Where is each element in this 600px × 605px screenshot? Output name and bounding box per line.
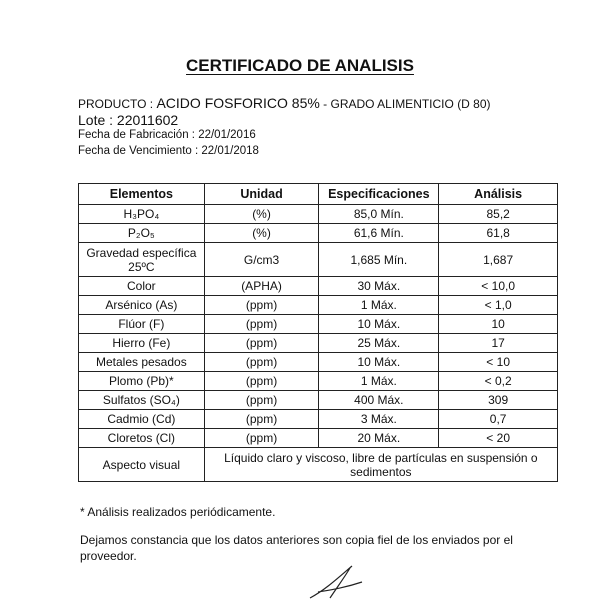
producto-label: PRODUCTO : bbox=[78, 97, 154, 111]
cell-spec: 1,685 Mín. bbox=[319, 243, 439, 277]
producto-line bbox=[78, 95, 491, 111]
header-elementos: Elementos bbox=[79, 184, 205, 205]
cell-unidad: (ppm) bbox=[204, 372, 319, 391]
fabricacion-line bbox=[78, 129, 256, 141]
header-unidad: Unidad bbox=[204, 184, 319, 205]
table-row bbox=[79, 391, 558, 410]
footnote: * Análisis realizados periódicamente. bbox=[80, 505, 276, 519]
table-row bbox=[79, 296, 558, 315]
producto-suffix: - GRADO ALIMENTICIO (D 80) bbox=[323, 97, 491, 111]
table-row bbox=[79, 315, 558, 334]
cell-unidad: (ppm) bbox=[204, 334, 319, 353]
fabricacion-value: 22/01/2016 bbox=[198, 129, 256, 141]
table-row bbox=[79, 243, 558, 277]
vencimiento-line bbox=[78, 145, 259, 157]
cell-spec: 1 Máx. bbox=[319, 296, 439, 315]
cell-unidad: (ppm) bbox=[204, 429, 319, 448]
producto-name: ACIDO FOSFORICO 85% bbox=[156, 95, 320, 111]
cell-elemento: Metales pesados bbox=[79, 353, 205, 372]
table-row bbox=[79, 334, 558, 353]
table-header-row bbox=[79, 184, 558, 205]
cell-spec: 10 Máx. bbox=[319, 315, 439, 334]
cell-elemento: P₂O₅ bbox=[79, 224, 205, 243]
cell-elemento: Cloretos (Cl) bbox=[79, 429, 205, 448]
cell-unidad: (ppm) bbox=[204, 315, 319, 334]
cell-spec: 25 Máx. bbox=[319, 334, 439, 353]
cell-elemento: Cadmio (Cd) bbox=[79, 410, 205, 429]
vencimiento-value: 22/01/2018 bbox=[201, 145, 259, 157]
table-row bbox=[79, 205, 558, 224]
header-especificaciones: Especificaciones bbox=[319, 184, 439, 205]
cell-elemento: Sulfatos (SO₄) bbox=[79, 391, 205, 410]
cell-elemento: Gravedad específica 25ºC bbox=[79, 243, 205, 277]
cell-analisis: 0,7 bbox=[439, 410, 558, 429]
cell-spec: 30 Máx. bbox=[319, 277, 439, 296]
cell-analisis: 17 bbox=[439, 334, 558, 353]
table-row bbox=[79, 224, 558, 243]
vencimiento-label: Fecha de Vencimiento : bbox=[78, 145, 199, 157]
table-row bbox=[79, 410, 558, 429]
cell-spec: 3 Máx. bbox=[319, 410, 439, 429]
table-row bbox=[79, 353, 558, 372]
cell-unidad: (%) bbox=[204, 205, 319, 224]
cell-spec: 85,0 Mín. bbox=[319, 205, 439, 224]
cell-elemento: Plomo (Pb)* bbox=[79, 372, 205, 391]
table-row bbox=[79, 429, 558, 448]
cell-unidad: (%) bbox=[204, 224, 319, 243]
cell-unidad: (ppm) bbox=[204, 410, 319, 429]
cell-spec: 61,6 Mín. bbox=[319, 224, 439, 243]
cell-unidad: (ppm) bbox=[204, 353, 319, 372]
cell-analisis: 61,8 bbox=[439, 224, 558, 243]
cell-analisis: 10 bbox=[439, 315, 558, 334]
cell-spec: 400 Máx. bbox=[319, 391, 439, 410]
cell-analisis: < 10 bbox=[439, 353, 558, 372]
cell-aspecto-value: Líquido claro y viscoso, libre de partículas en suspensión o sedimentos bbox=[204, 448, 557, 482]
lote-label: Lote : bbox=[78, 112, 114, 128]
analysis-table bbox=[78, 183, 558, 482]
cell-spec: 1 Máx. bbox=[319, 372, 439, 391]
cell-analisis: 309 bbox=[439, 391, 558, 410]
cell-unidad: G/cm3 bbox=[204, 243, 319, 277]
cell-unidad: (ppm) bbox=[204, 391, 319, 410]
cell-unidad: (APHA) bbox=[204, 277, 319, 296]
document-title: CERTIFICADO DE ANALISIS bbox=[186, 56, 414, 75]
cell-analisis: 85,2 bbox=[439, 205, 558, 224]
cell-elemento: Color bbox=[79, 277, 205, 296]
cell-analisis: < 0,2 bbox=[439, 372, 558, 391]
table-row bbox=[79, 277, 558, 296]
cell-analisis: < 1,0 bbox=[439, 296, 558, 315]
table-row bbox=[79, 372, 558, 391]
cell-unidad: (ppm) bbox=[204, 296, 319, 315]
cell-elemento: Arsénico (As) bbox=[79, 296, 205, 315]
cell-aspecto-label: Aspecto visual bbox=[79, 448, 205, 482]
cell-spec: 20 Máx. bbox=[319, 429, 439, 448]
lote-value: 22011602 bbox=[116, 112, 179, 128]
statement: Dejamos constancia que los datos anteriores son copia fiel de los enviados por el proveedor. bbox=[80, 533, 513, 563]
cell-analisis: 1,687 bbox=[439, 243, 558, 277]
cell-analisis: < 10,0 bbox=[439, 277, 558, 296]
cell-elemento: Hierro (Fe) bbox=[79, 334, 205, 353]
lote-line bbox=[78, 112, 178, 128]
signature-icon bbox=[300, 560, 380, 605]
fabricacion-label: Fecha de Fabricación : bbox=[78, 129, 195, 141]
cell-elemento: Flúor (F) bbox=[79, 315, 205, 334]
cell-analisis: < 20 bbox=[439, 429, 558, 448]
cell-elemento: H₃PO₄ bbox=[79, 205, 205, 224]
header-analisis: Análisis bbox=[439, 184, 558, 205]
cell-spec: 10 Máx. bbox=[319, 353, 439, 372]
table-row-aspecto bbox=[79, 448, 558, 482]
